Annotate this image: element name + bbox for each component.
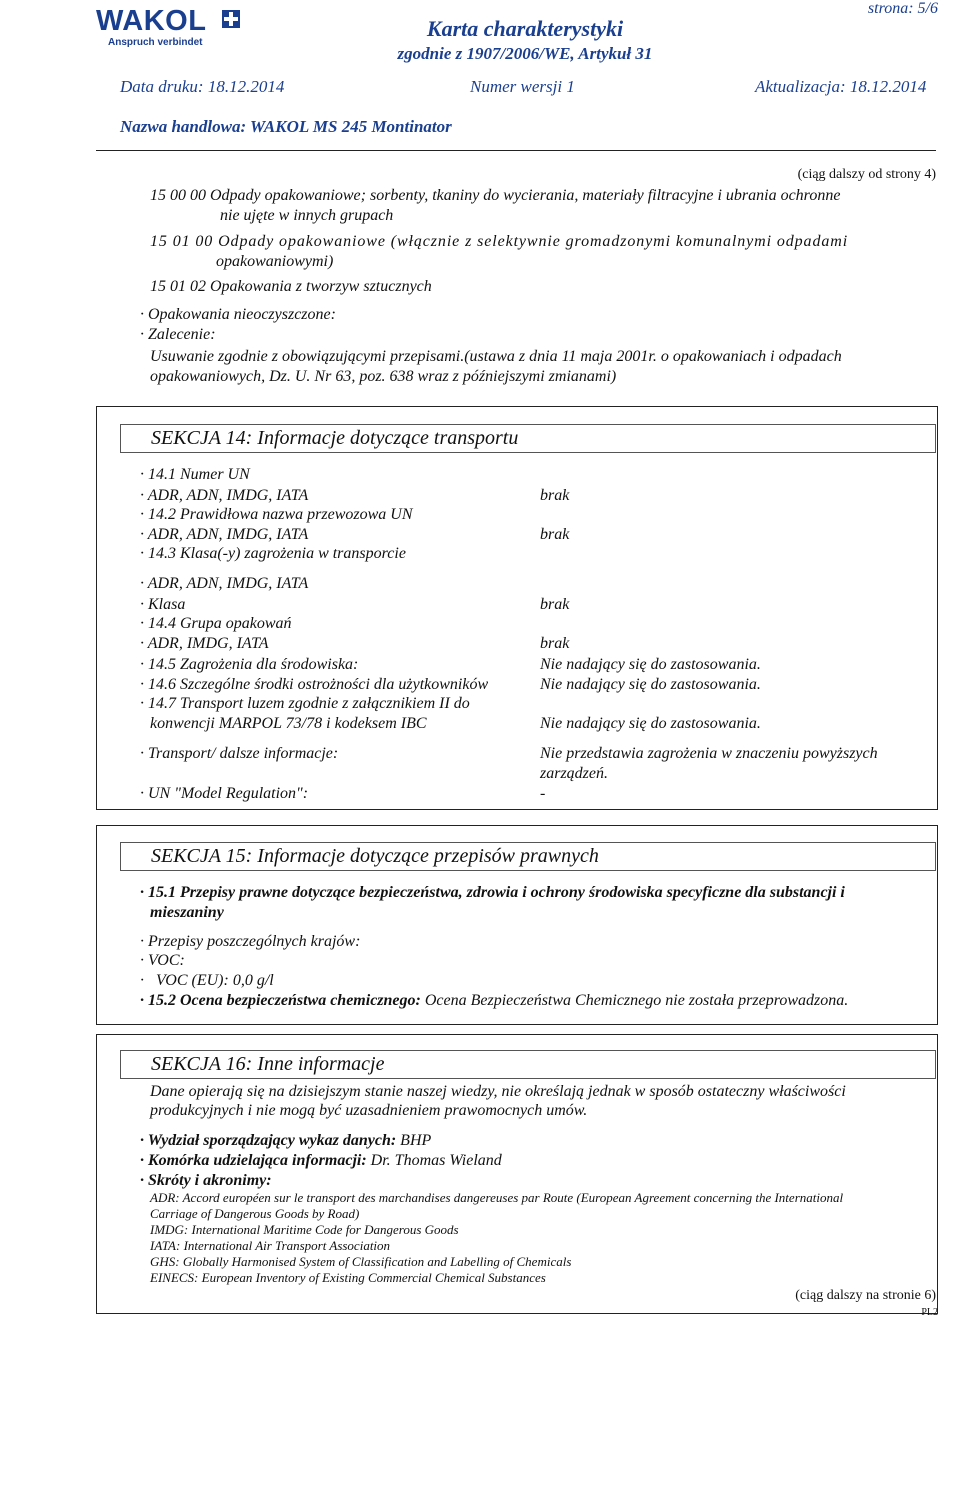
value-brak: brak xyxy=(540,596,570,613)
abbreviation-line: EINECS: European Inventory of Existing Commercial Chemical Substances xyxy=(150,1270,546,1285)
voc-eu-value: 0,0 g/l xyxy=(232,972,274,989)
abbreviations-label: · Skróty i akronimy: xyxy=(140,1171,272,1191)
national-regulations: · Przepisy poszczególnych krajów: xyxy=(140,932,360,952)
logo-tagline: Anspruch verbindet xyxy=(108,37,203,48)
environment-hazard-value: Nie nadający się do zastosowania. xyxy=(540,656,761,673)
disclaimer-text: Dane opierają się na dzisiejszym stanie naszej wiedzy, nie określają jednak w sposób ostateczny właściwości xyxy=(150,1083,846,1100)
contact-row xyxy=(140,1151,502,1171)
packing-group-label: · 14.4 Grupa opakowań xyxy=(140,614,292,634)
voc-eu-label: · VOC (EU): xyxy=(140,972,229,989)
logo-word: WAKOL xyxy=(96,5,207,37)
contact-label: · Komórka udzielająca informacji: xyxy=(140,1152,367,1169)
bulk-transport-label: konwencji MARPOL 73/78 i kodeksem IBC xyxy=(150,715,427,732)
csa-label: · 15.2 Ocena bezpieczeństwa chemicznego: xyxy=(140,992,421,1009)
value-brak: brak xyxy=(540,526,570,543)
further-info-label: · Transport/ dalsze informacje: xyxy=(140,744,338,764)
waste-code-line: 15 01 00 Odpady opakowaniowe (włącznie z selektywnie gromadzonymi komunalnymi odpadami xyxy=(150,233,849,250)
voc-label: · VOC: xyxy=(140,951,185,971)
special-precautions-label: · 14.6 Szczególne środki ostrożności dla użytkowników xyxy=(140,675,488,695)
department-label: · Wydział sporządzający wykaz danych: xyxy=(140,1132,396,1149)
section-15-title: SEKCJA 15: Informacje dotyczące przepisów prawnych xyxy=(151,845,599,867)
section-16-title: SEKCJA 16: Inne informacje xyxy=(151,1053,385,1075)
continued-from: (ciąg dalszy od strony 4) xyxy=(797,167,936,182)
special-precautions-value: Nie nadający się do zastosowania. xyxy=(540,676,761,693)
logo-cross-icon xyxy=(222,10,240,28)
transport-modes: · ADR, ADN, IMDG, IATA xyxy=(140,525,308,545)
trade-name: Nazwa handlowa: WAKOL MS 245 Montinator xyxy=(120,117,452,136)
model-regulation-label: · UN "Model Regulation": xyxy=(140,784,308,804)
waste-code-line: opakowaniowymi) xyxy=(216,253,334,270)
abbreviation-line: Carriage of Dangerous Goods by Road) xyxy=(150,1206,360,1221)
environment-hazard-label: · 14.5 Zagrożenia dla środowiska: xyxy=(140,655,358,675)
legal-regulations: mieszaniny xyxy=(150,904,224,921)
continued-on: (ciąg dalszy na stronie 6) xyxy=(795,1288,936,1303)
shipping-name-label: · 14.2 Prawidłowa nazwa przewozowa UN xyxy=(140,505,412,525)
bulk-transport-value: Nie nadający się do zastosowania. xyxy=(540,715,761,732)
document-subtitle: zgodnie z 1907/2006/WE, Artykuł 31 xyxy=(397,44,653,63)
transport-modes: · ADR, ADN, IMDG, IATA xyxy=(140,574,308,594)
header-divider xyxy=(96,150,936,151)
legal-regulations: · 15.1 Przepisy prawne dotyczące bezpieczeństwa, zdrowia i ochrony środowiska specyficzne dla substancji i xyxy=(140,883,845,903)
update-date: Aktualizacja: 18.12.2014 xyxy=(755,77,927,96)
recommendation-label: · Zalecenie: xyxy=(140,325,216,345)
version-number: Numer wersji 1 xyxy=(470,77,575,96)
value-brak: brak xyxy=(540,487,570,504)
department-row xyxy=(140,1131,431,1151)
un-number-label: · 14.1 Numer UN xyxy=(140,465,250,485)
model-regulation-value: - xyxy=(540,785,546,802)
document-title: Karta charakterystyki xyxy=(426,16,624,41)
waste-code-line: 15 01 02 Opakowania z tworzyw sztucznych xyxy=(150,278,432,295)
section-15-header xyxy=(120,842,936,871)
waste-code-line: 15 00 00 Odpady opakowaniowe; sorbenty, tkaniny do wycierania, materiały filtracyjne i ubrania ochronne xyxy=(150,187,841,204)
further-info-value: Nie przedstawia zagrożenia w znaczeniu powyższych xyxy=(540,745,878,762)
wakol-logo xyxy=(96,6,246,46)
csa-row xyxy=(140,991,848,1011)
hazard-class-label: · 14.3 Klasa(-y) zagrożenia w transporcie xyxy=(140,544,406,564)
abbreviation-line: IMDG: International Maritime Code for Dangerous Goods xyxy=(150,1222,459,1237)
csa-value: Ocena Bezpieczeństwa Chemicznego nie została przeprowadzona. xyxy=(424,992,849,1009)
value-brak: brak xyxy=(540,635,570,652)
waste-code-line: nie ujęte w innych grupach xyxy=(220,207,394,224)
class-label: · Klasa xyxy=(140,595,185,615)
uncleaned-label: · Opakowania nieoczyszczone: xyxy=(140,305,336,325)
section-16-header xyxy=(120,1050,936,1079)
further-info-value: zarządzeń. xyxy=(540,765,609,782)
abbreviation-line: IATA: International Air Transport Association xyxy=(150,1238,391,1253)
abbreviation-line: ADR: Accord européen sur le transport des marchandises dangereuses par Route (European Agreement concerning the International xyxy=(150,1190,844,1205)
page-number: strona: 5/6 xyxy=(867,0,938,17)
recommendation-text: Usuwanie zgodnie z obowiązującymi przepisami.(ustawa z dnia 11 maja 2001r. o opakowaniach i odpadach xyxy=(150,348,842,365)
language-code: PL2 xyxy=(921,1307,938,1318)
transport-modes: · ADR, ADN, IMDG, IATA xyxy=(140,486,308,506)
print-date: Data druku: 18.12.2014 xyxy=(120,77,285,96)
department-value: BHP xyxy=(400,1132,432,1149)
disclaimer-text: produkcyjnych i nie mogą być uzasadnieniem prawomocnych umów. xyxy=(150,1102,588,1119)
contact-value: Dr. Thomas Wieland xyxy=(370,1152,502,1169)
abbreviation-line: GHS: Globally Harmonised System of Classification and Labelling of Chemicals xyxy=(150,1254,572,1269)
recommendation-text: opakowaniowych, Dz. U. Nr 63, poz. 638 wraz z późniejszymi zmianami) xyxy=(150,368,617,385)
section-14-header xyxy=(120,424,936,453)
voc-eu-row xyxy=(140,971,274,991)
section-14-title: SEKCJA 14: Informacje dotyczące transportu xyxy=(151,427,519,449)
transport-modes: · ADR, IMDG, IATA xyxy=(140,634,269,654)
bulk-transport-label: · 14.7 Transport luzem zgodnie z załącznikiem II do xyxy=(140,694,470,714)
